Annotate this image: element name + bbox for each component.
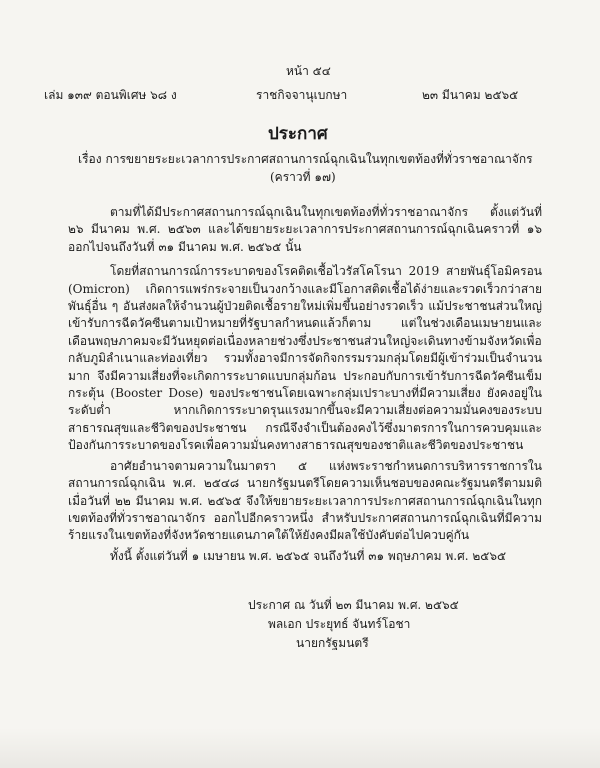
document-body [68,204,542,565]
page-title: ประกาศ [268,124,328,144]
paragraph-1: ตามที่ได้มีประกาศสถานการณ์ฉุกเฉินในทุกเขตท้องที่ทั่วราชอาณาจักร ตั้งแต่วันที่ ๒๖ มีนาคม พ.ศ. ๒๕๖๓ และได้ขยายระยะเวลาการประกาศสถานการณ์ฉุกเฉินคราวที่ ๑๖ ออกไปจนถึงวันที่ ๓๑ มีนาคม พ.ศ. ๒๕๖๕ นั้น [68,205,542,254]
volume-label: เล่ม ๑๓๙ ตอนพิเศษ ๖๘ ง [44,88,177,102]
subject-label: เรื่อง [78,152,102,166]
page-number: หน้า ๕๔ [286,64,331,78]
signatory-name: พลเอก ประยุทธ์ จันทร์โอชา [268,617,411,631]
paragraph-4: ทั้งนี้ ตั้งแต่วันที่ ๑ เมษายน พ.ศ. ๒๕๖๕ จนถึงวันที่ ๓๑ พฤษภาคม พ.ศ. ๒๕๖๕ [110,548,507,563]
issue-date-line: ประกาศ ณ วันที่ ๒๓ มีนาคม พ.ศ. ๒๕๖๕ [248,598,459,612]
gazette-date: ๒๓ มีนาคม ๒๕๖๕ [422,88,519,102]
gazette-name: ราชกิจจานุเบกษา [256,88,348,102]
paragraph-2: โดยที่สถานการณ์การระบาดของโรคติดเชื้อไวรัสโคโรนา 2019 สายพันธุ์โอมิครอน (Omicron) เกิดการแพร่กระจายเป็นวงกว้างและมีโอกาสติดเชื้อได้ง่ายและรวดเร็วกว่าสายพันธุ์อื่น ๆ อันส่งผลให้จำนวนผู้ป่วยติดเชื้อรายใหม่เพิ่มขึ้นอย่างรวดเร็ว แม้ประชาชนส่วนใหญ่เข้ารับการฉีดวัคซีนตามเป้าหมายที่รัฐบาลกำหนดแล้วก็ตาม แต่ในช่วงเดือนเมษายนและเดือนพฤษภาคมจะมีวันหยุดต่อเนื่องหลายช่วงซึ่งประชาชนส่วนใหญ่จะเดินทางข้ามจังหวัดเพื่อกลับภูมิลำเนาและท่องเที่ยว รวมทั้งอาจมีการจัดกิจกรรมรวมกลุ่มโดยมีผู้เข้าร่วมเป็นจำนวนมาก จึงมีความเสี่ยงที่จะเกิดการระบาดแบบกลุ่มก้อน ประกอบกับการเข้ารับการฉีดวัคซีนเข็มกระตุ้น (Booster Dose) ของประชาชนโดยเฉพาะกลุ่มเปราะบางที่มีความเสี่ยง ยังคงอยู่ในระดับต่ำ หากเกิดการระบาดรุนแรงมากขึ้นจะมีความเสี่ยงต่อความมั่นคงของระบบสาธารณสุขและชีวิตของประชาชน กรณีจึงจำเป็นต้องคงไว้ซึ่งมาตรการในการควบคุมและป้องกันการระบาดของโรคเพื่อความมั่นคงทางสาธารณสุขของชาติและชีวิตของประชาชน [68,264,542,453]
subject-line [78,150,533,169]
subject-round: (คราวที่ ๑๗) [270,170,336,184]
signatory-position: นายกรัฐมนตรี [296,636,369,650]
subject-text: การขยายระยะเวลาการประกาศสถานการณ์ฉุกเฉินในทุกเขตท้องที่ทั่วราชอาณาจักร [105,152,533,166]
paragraph-3: อาศัยอำนาจตามความในมาตรา ๕ แห่งพระราชกำหนดการบริหารราชการในสถานการณ์ฉุกเฉิน พ.ศ. ๒๕๔๘ นายกรัฐมนตรีโดยความเห็นชอบของคณะรัฐมนตรีตามมติเมื่อวันที่ ๒๒ มีนาคม พ.ศ. ๒๕๖๕ จึงให้ขยายระยะเวลาการประกาศสถานการณ์ฉุกเฉินในทุกเขตท้องที่ทั่วราชอาณาจักร ออกไปอีกคราวหนึ่ง สำหรับประกาศสถานการณ์ฉุกเฉินที่มีความร้ายแรงในเขตท้องที่จังหวัดชายแดนภาคใต้ให้ยังคงมีผลใช้บังคับต่อไปควบคู่กัน [68,458,542,543]
signature-block [248,596,459,653]
paper-edge-shadow [0,728,600,768]
